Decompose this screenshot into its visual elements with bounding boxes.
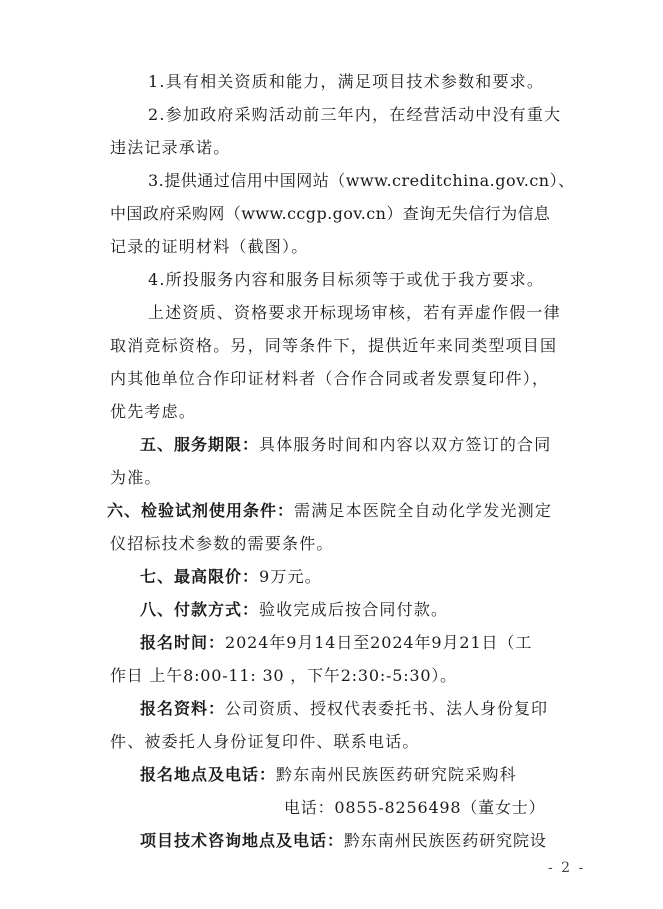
requirement-3-cont: 中国政府采购网（www.ccgp.gov.cn）查询无失信行为信息 bbox=[110, 204, 551, 223]
payment-method bbox=[140, 599, 448, 621]
reagent-conditions-cont: 仪招标技术参数的需要条件。 bbox=[110, 534, 334, 553]
registration-docs bbox=[140, 698, 548, 720]
requirement-4: 4.所投服务内容和服务目标须等于或优于我方要求。 bbox=[148, 270, 545, 289]
registration-time bbox=[140, 632, 532, 654]
max-price-text: 9万元。 bbox=[259, 567, 322, 586]
qualification-note: 上述资质、资格要求开标现场审核，若有弄虚作假一律 bbox=[148, 303, 561, 322]
qualification-note-cont: 取消竞标资格。另，同等条件下，提供近年来同类型项目国 bbox=[110, 336, 558, 355]
service-period-heading: 五、服务期限： bbox=[140, 435, 260, 454]
reagent-conditions-heading: 六、检验试剂使用条件： bbox=[107, 501, 295, 520]
registration-docs-text: 公司资质、授权代表委托书、法人身份复印 bbox=[225, 699, 549, 718]
registration-docs-cont: 件、被委托人身份证复印件、联系电话。 bbox=[110, 732, 420, 751]
registration-place bbox=[140, 764, 517, 786]
qualification-note-cont2: 内其他单位合作印证材料者（合作合同或者发票复印件）， bbox=[110, 369, 550, 388]
registration-time-text: 2024年9月14日至2024年9月21日（工 bbox=[225, 633, 533, 652]
registration-place-text: 黔东南州民族医药研究院采购科 bbox=[276, 765, 517, 784]
qualification-note-cont3: 优先考虑。 bbox=[110, 402, 197, 421]
technical-consultation-heading: 项目技术咨询地点及电话： bbox=[140, 831, 345, 850]
payment-method-heading: 八、付款方式： bbox=[140, 600, 260, 619]
registration-time-cont: 作日 上午8:00-11: 30 ，下午2:30:-5:30）。 bbox=[110, 666, 457, 685]
service-period-cont: 为准。 bbox=[110, 468, 162, 487]
max-price-heading: 七、最高限价： bbox=[140, 567, 260, 586]
reagent-conditions-text: 需满足本医院全自动化学发光测定 bbox=[294, 501, 553, 520]
registration-place-heading: 报名地点及电话： bbox=[140, 765, 277, 784]
requirement-3: 3.提供通过信用中国网站（www.creditchina.gov.cn）、 bbox=[148, 171, 575, 190]
registration-phone: 电话：0855-8256498（董女士） bbox=[284, 798, 546, 817]
max-price bbox=[140, 566, 322, 588]
registration-docs-heading: 报名资料： bbox=[140, 699, 226, 718]
registration-time-heading: 报名时间： bbox=[140, 633, 226, 652]
requirement-2-cont: 违法记录承诺。 bbox=[110, 138, 231, 157]
requirement-1: 1.具有相关资质和能力，满足项目技术参数和要求。 bbox=[148, 72, 545, 91]
technical-consultation-text: 黔东南州民族医药研究院设 bbox=[344, 831, 547, 850]
service-period bbox=[140, 434, 551, 456]
page-number: - 2 - bbox=[548, 860, 586, 876]
service-period-text: 具体服务时间和内容以双方签订的合同 bbox=[259, 435, 552, 454]
reagent-conditions bbox=[107, 500, 552, 522]
technical-consultation bbox=[140, 830, 547, 852]
payment-method-text: 验收完成后按合同付款。 bbox=[259, 600, 449, 619]
requirement-3-cont2: 记录的证明材料（截图）。 bbox=[110, 237, 309, 256]
requirement-2: 2.参加政府采购活动前三年内，在经营活动中没有重大 bbox=[148, 105, 562, 124]
